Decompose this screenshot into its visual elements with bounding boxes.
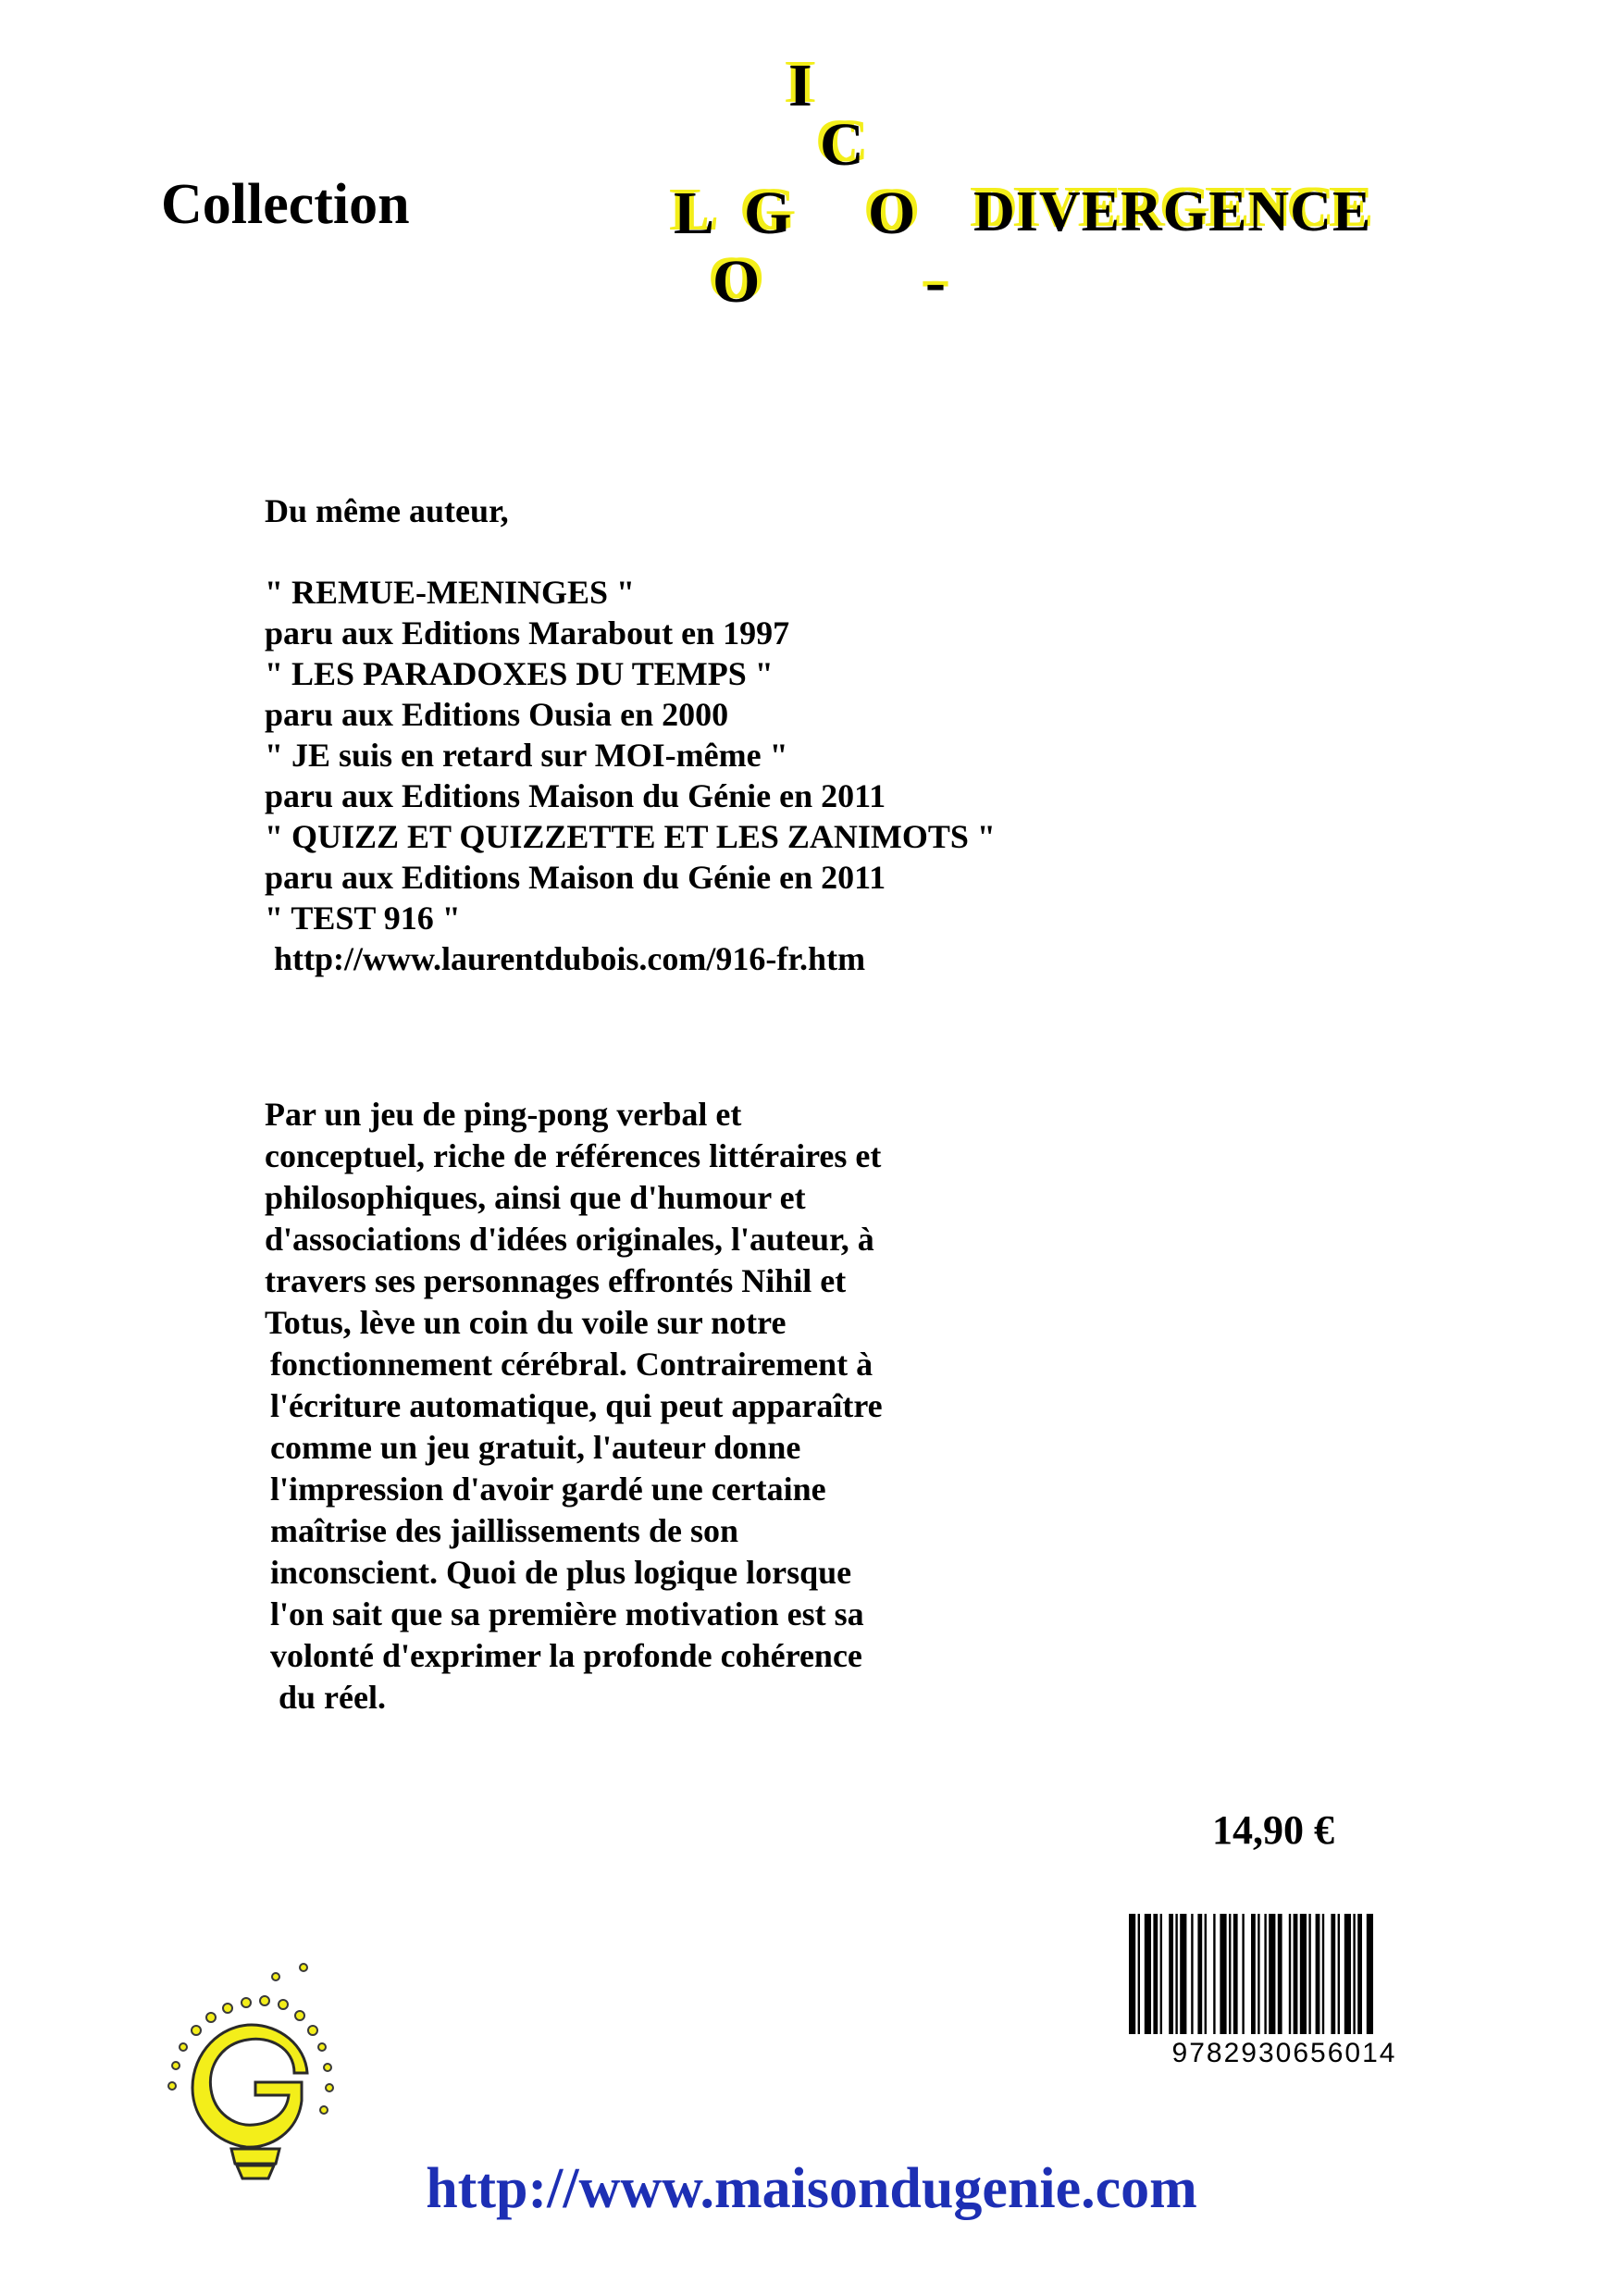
barcode-bar xyxy=(1289,1914,1291,2034)
blurb-line: l'on sait que sa première motivation est sa xyxy=(270,1595,864,1632)
barcode-bars-icon xyxy=(1127,1914,1442,2034)
barcode-bar xyxy=(1322,1914,1324,2034)
price-label: 14,90 € xyxy=(1212,1807,1334,1853)
barcode-bar xyxy=(1145,1914,1151,2034)
work-line: " TEST 916 " xyxy=(265,900,461,937)
barcode-bar xyxy=(1353,1914,1355,2034)
barcode-bar xyxy=(1233,1914,1238,2034)
isbn-number: 9782930656014 xyxy=(1171,2038,1397,2068)
barcode-bar xyxy=(1338,1914,1340,2034)
blurb-line: d'associations d'idées originales, l'auteur, à xyxy=(265,1221,874,1258)
barcode-bar xyxy=(1175,1914,1177,2034)
work-line: " QUIZZ ET QUIZZETTE ET LES ZANIMOTS " xyxy=(265,818,996,855)
barcode-bar xyxy=(1205,1914,1207,2034)
barcode-bar xyxy=(1316,1914,1320,2034)
blurb-line: maîtrise des jaillissements de son xyxy=(270,1512,738,1549)
barcode-bar xyxy=(1153,1914,1158,2034)
collection-label: Collection xyxy=(161,173,410,236)
isbn-barcode xyxy=(1127,1914,1442,2069)
work-line: " JE suis en retard sur MOI-même " xyxy=(265,737,788,774)
barcode-bar xyxy=(1169,1914,1173,2034)
work-line: paru aux Editions Maison du Génie en 2011 xyxy=(265,859,886,896)
blurb-line: inconscient. Quoi de plus logique lorsque xyxy=(270,1554,852,1591)
blurb-line: travers ses personnages effrontés Nihil et xyxy=(265,1262,847,1299)
blurb-line: Par un jeu de ping-pong verbal et xyxy=(265,1096,742,1133)
lightbulb-g-logo-icon xyxy=(139,1951,352,2191)
other-works-section xyxy=(265,490,996,979)
logo-letter-dash: - xyxy=(925,248,946,316)
logo-letter-g: G xyxy=(744,180,792,247)
blurb-line: fonctionnement cérébral. Contrairement à xyxy=(270,1346,873,1383)
barcode-bar xyxy=(1308,1914,1310,2034)
blurb-line: conceptuel, riche de références littéraires et xyxy=(265,1137,882,1174)
barcode-bar xyxy=(1269,1914,1275,2034)
work-line: paru aux Editions Ousia en 2000 xyxy=(265,696,729,733)
blurb-line: Totus, lève un coin du voile sur notre xyxy=(265,1304,787,1341)
logo-word-divergence: DIVERGENCE xyxy=(973,180,1372,243)
logo-letter-o-lower: O xyxy=(712,248,761,316)
barcode-bar xyxy=(1160,1914,1162,2034)
publisher-website-link[interactable]: http://www.maisondugenie.com xyxy=(426,2157,1197,2220)
barcode-bar xyxy=(1191,1914,1193,2034)
barcode-bar xyxy=(1213,1914,1215,2034)
barcode-bar xyxy=(1220,1914,1226,2034)
blurb-line: philosophiques, ainsi que d'humour et xyxy=(265,1179,806,1216)
work-line: " LES PARADOXES DU TEMPS " xyxy=(265,655,774,692)
barcode-bar xyxy=(1251,1914,1256,2034)
barcode-bar xyxy=(1138,1914,1140,2034)
author-website-link[interactable]: http://www.laurentdubois.com/916-fr.htm xyxy=(274,940,866,977)
barcode-bar xyxy=(1180,1914,1186,2034)
blurb-line: comme un jeu gratuit, l'auteur donne xyxy=(270,1429,801,1466)
logo-letter-i: I xyxy=(788,52,812,119)
barcode-bar xyxy=(1258,1914,1259,2034)
barcode-bar xyxy=(1264,1914,1266,2034)
blurb-line: volonté d'exprimer la profonde cohérence xyxy=(270,1637,862,1674)
barcode-bar xyxy=(1278,1914,1282,2034)
barcode-bar xyxy=(1367,1914,1373,2034)
barcode-bar xyxy=(1357,1914,1362,2034)
work-line: " REMUE-MENINGES " xyxy=(265,574,635,611)
barcode-bar xyxy=(1331,1914,1335,2034)
logo-letter-o-upper: O xyxy=(868,180,916,247)
barcode-bar xyxy=(1344,1914,1351,2034)
barcode-bar xyxy=(1229,1914,1231,2034)
work-line: paru aux Editions Marabout en 1997 xyxy=(265,614,790,652)
blurb-line: l'impression d'avoir gardé une certaine xyxy=(270,1471,826,1508)
logo-letter-l: L xyxy=(674,180,715,247)
work-line: paru aux Editions Maison du Génie en 2011 xyxy=(265,777,886,814)
barcode-bar xyxy=(1294,1914,1298,2034)
barcode-bar xyxy=(1300,1914,1307,2034)
barcode-bar xyxy=(1197,1914,1202,2034)
blurb-line: l'écriture automatique, qui peut apparaître xyxy=(270,1387,883,1424)
barcode-bar xyxy=(1242,1914,1244,2034)
book-blurb xyxy=(265,1094,986,1719)
barcode-bar xyxy=(1129,1914,1135,2034)
logo-letter-c: C xyxy=(820,111,864,179)
other-works-intro: Du même auteur, xyxy=(265,492,509,529)
blurb-line: du réel. xyxy=(270,1679,386,1716)
